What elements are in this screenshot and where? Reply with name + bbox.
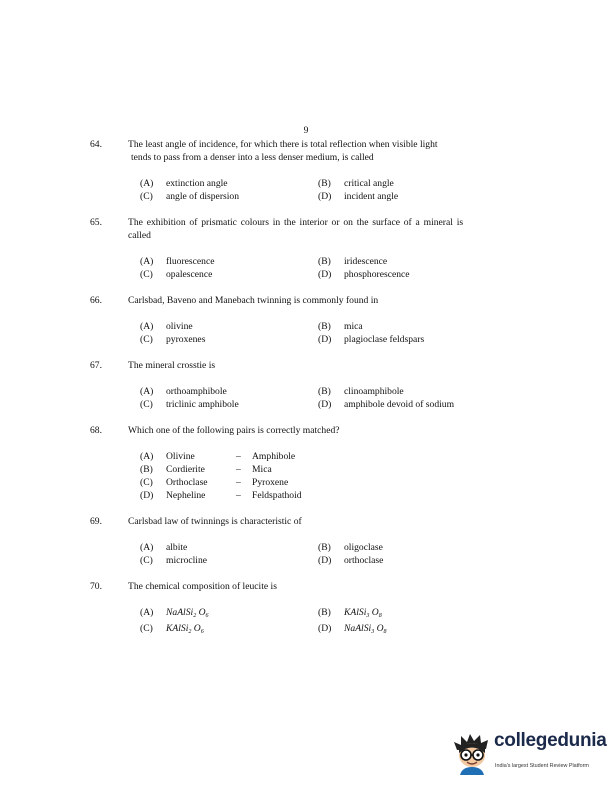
option-b: (B) clinoamphibole: [318, 386, 404, 397]
question-text-line1: The least angle of incidence, for which there is total reflection when visible light: [128, 139, 438, 150]
option-c: (C) KAlSi$_2$ $O_6$: [140, 623, 204, 635]
question-number: 69.: [90, 516, 102, 527]
question-70: [90, 580, 520, 593]
formula-c: KAlSi$_2$ $O_6$: [166, 623, 204, 635]
option-a: (A) orthoamphibole: [140, 386, 227, 397]
option-c: (C) triclinic amphibole: [140, 399, 239, 410]
option-d: (D) incident angle: [318, 191, 399, 202]
option-a: (A) NaAlSi$_2$ $O_6$: [140, 607, 209, 619]
option-d: (D) plagioclase feldspars: [318, 334, 425, 345]
option-a: (A) albite: [140, 542, 188, 553]
question-number: 68.: [90, 425, 102, 436]
option-b: (B) KAlSi$_3$ $O_8$: [318, 607, 382, 619]
option-c: (C) opalescence: [140, 269, 213, 280]
question-text-line1: Carlsbad law of twinnings is characteristic of: [128, 516, 302, 527]
formula-d: NaAlSi$_3$ $O_8$: [344, 623, 387, 635]
option-d: (D) amphibole devoid of sodium: [318, 399, 455, 410]
logo-wordmark: collegedunia: [494, 730, 607, 751]
question-text-line2: called: [128, 230, 151, 241]
question-text-line1: Which one of the following pairs is correctly matched?: [128, 425, 340, 436]
formula-b: KAlSi$_3$ $O_8$: [344, 607, 382, 619]
collegedunia-logo[interactable]: [452, 730, 607, 777]
question-66: [90, 294, 520, 307]
question-number: 66.: [90, 295, 102, 306]
question-text-line1: The mineral crosstie is: [128, 360, 216, 371]
mascot-icon: [452, 733, 492, 775]
question-64: [90, 138, 520, 164]
question-number: 67.: [90, 360, 102, 371]
option-c: (C) pyroxenes: [140, 334, 206, 345]
question-number: 64.: [90, 139, 102, 150]
option-c: (C) microcline: [140, 555, 208, 566]
option-a: (A) fluorescence: [140, 256, 215, 267]
formula-a: NaAlSi$_2$ $O_6$: [166, 607, 209, 619]
option-b: (B) mica: [318, 321, 363, 332]
question-number: 65.: [90, 217, 102, 228]
option-b: (B) critical angle: [318, 178, 394, 189]
option-b: (B) iridescence: [318, 256, 388, 267]
question-65: [90, 216, 520, 242]
question-number: 70.: [90, 581, 102, 592]
option-d: (D) orthoclase: [318, 555, 384, 566]
question-text-line2: tends to pass from a denser into a less denser medium, is called: [131, 152, 374, 163]
option-b: (B) oligoclase: [318, 542, 383, 553]
question-text-line1: The exhibition of prismatic colours in the interior or on the surface of a mineral is: [128, 217, 464, 228]
question-text-line1: Carlsbad, Baveno and Manebach twinning is commonly found in: [128, 295, 379, 306]
page-number: 9: [303, 125, 309, 136]
option-a: (A) olivine: [140, 321, 193, 332]
question-67: [90, 359, 520, 372]
option-a: (A) extinction angle: [140, 178, 228, 189]
option-d: (D) NaAlSi$_3$ $O_8$: [318, 623, 387, 635]
option-d: (D) phosphorescence: [318, 269, 410, 280]
question-69: [90, 515, 520, 528]
question-68: [90, 424, 520, 437]
logo-tagline: India's largest Student Review Platform: [495, 763, 589, 769]
question-text-line1: The chemical composition of leucite is: [128, 581, 277, 592]
option-c: (C) angle of dispersion: [140, 191, 240, 202]
